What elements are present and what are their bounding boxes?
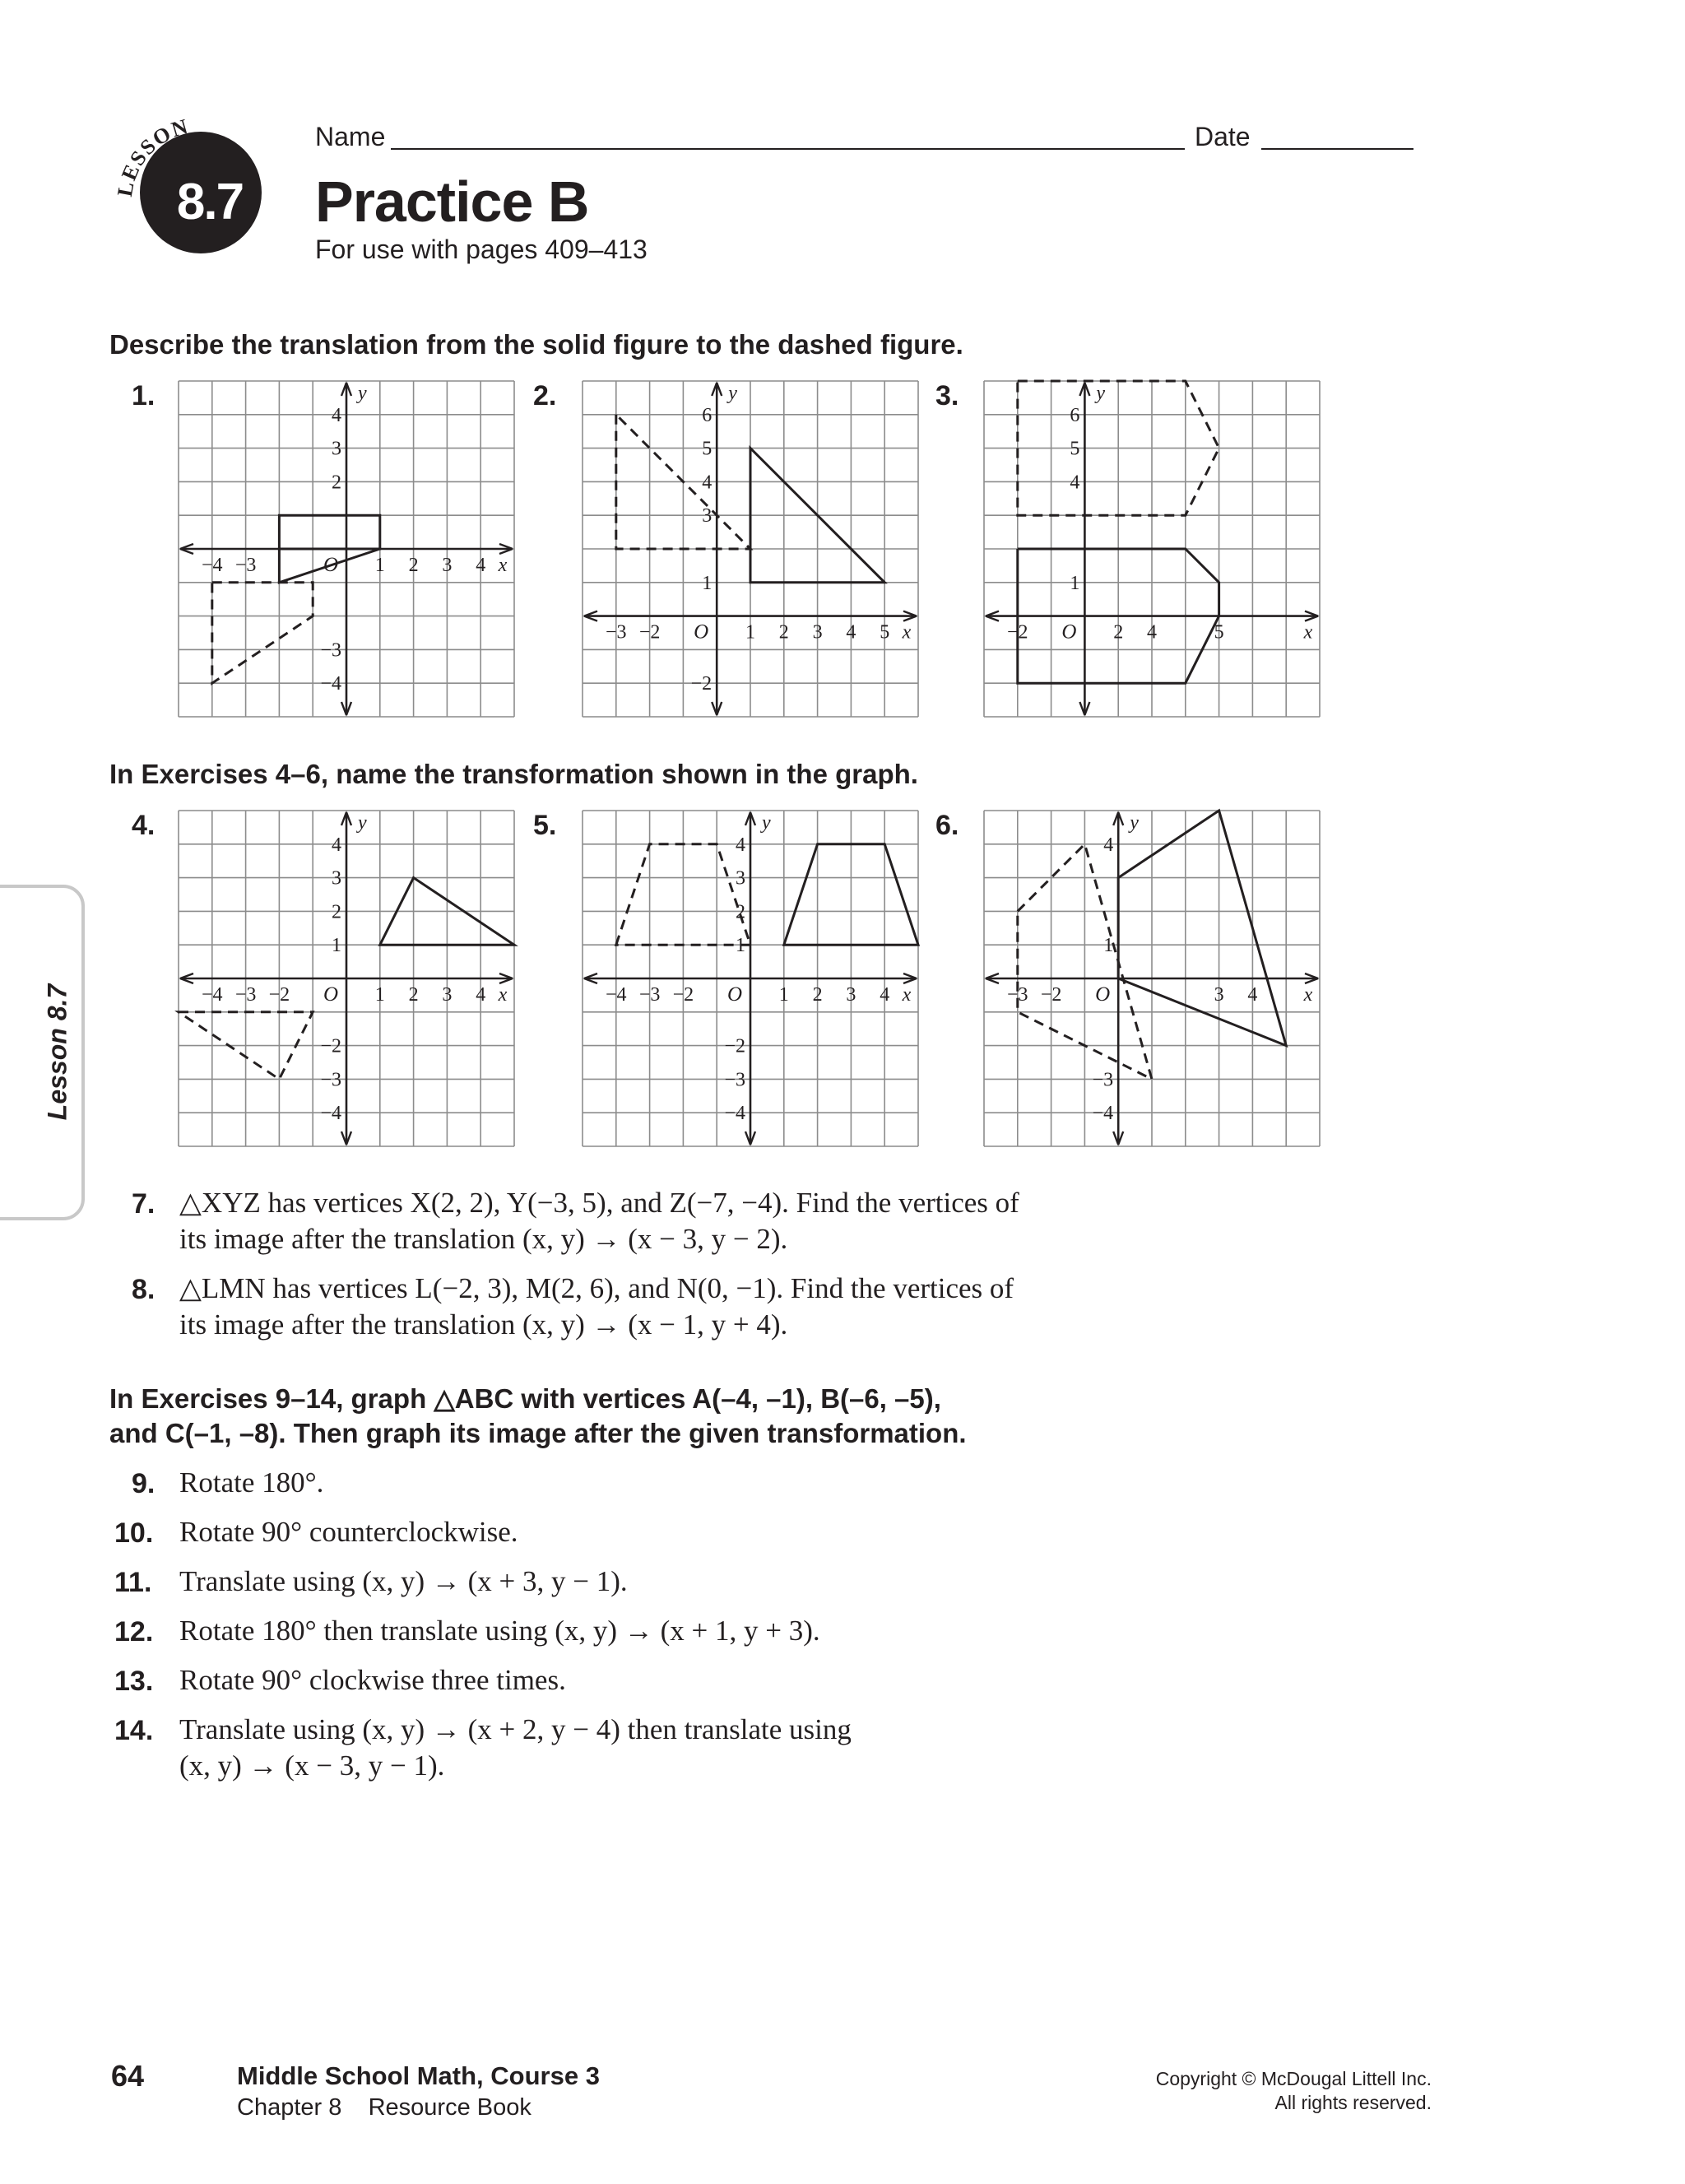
lesson-number: 8.7 (176, 174, 244, 230)
exercise-9-text: Rotate 180°. (179, 1466, 324, 1499)
origin-label: O (1061, 620, 1077, 644)
footer-chapter: Chapter 8 Resource Book (237, 2094, 531, 2121)
x-tick-label: 1 (374, 555, 385, 576)
x-axis-label: x (902, 621, 912, 644)
graph-2 (583, 381, 918, 717)
x-tick-label: −3 (234, 984, 257, 1006)
graph-3 (984, 381, 1320, 717)
x-tick-label: −2 (1040, 984, 1062, 1006)
section-1-instruction: Describe the translation from the solid figure to the dashed figure. (109, 329, 963, 360)
x-tick-label: −2 (1007, 621, 1028, 644)
exercise-7-line-2: its image after the translation (x, y) → (x − 3, y − 2). (179, 1223, 788, 1255)
x-tick-label: 5 (880, 621, 890, 644)
x-tick-label: 5 (1214, 621, 1224, 644)
x-tick-label: 3 (442, 984, 453, 1006)
copyright-line-2: All rights reserved. (1274, 2092, 1432, 2113)
y-tick-label: −2 (724, 1035, 745, 1057)
exercise-1-label: 1. (132, 380, 156, 411)
x-tick-label: 3 (846, 984, 856, 1006)
x-tick-label: −4 (202, 555, 223, 576)
y-tick-label: 1 (332, 935, 341, 957)
origin-label: O (323, 554, 338, 576)
y-axis-label: y (1130, 812, 1139, 834)
x-tick-label: 4 (880, 984, 890, 1006)
y-tick-label: 1 (1070, 572, 1080, 594)
y-tick-label: 4 (736, 834, 745, 856)
y-tick-label: 1 (1103, 935, 1114, 957)
exercise-8-label: 8. (132, 1274, 156, 1305)
x-tick-label: 2 (408, 555, 419, 576)
y-tick-label: 4 (702, 472, 713, 494)
x-tick-label: −2 (672, 984, 694, 1006)
exercise-14-label: 14. (114, 1715, 154, 1746)
y-tick-label: 3 (736, 867, 745, 890)
y-tick-label: −4 (1092, 1103, 1114, 1125)
solid-figure (1118, 811, 1286, 1046)
footer-copyright (1152, 2067, 1432, 2115)
x-tick-label: 3 (442, 555, 453, 576)
x-tick-label: −3 (606, 621, 627, 644)
x-tick-label: −2 (268, 984, 290, 1006)
solid-figure (279, 515, 379, 549)
page-title: Practice B (315, 170, 589, 234)
y-tick-label: −2 (320, 1035, 341, 1057)
exercise-10-label: 10. (114, 1517, 154, 1549)
y-tick-label: 3 (332, 438, 341, 460)
y-tick-label: 4 (332, 834, 341, 856)
x-axis-label: x (1303, 621, 1313, 644)
y-tick-label: 6 (702, 404, 713, 426)
y-tick-label: 3 (702, 505, 713, 527)
origin-label: O (694, 620, 709, 644)
section-3-instruction-line-2: and C(–1, –8). Then graph its image after the given transformation. (109, 1418, 967, 1448)
exercise-14-line-1: Translate using (x, y) → (x + 2, y − 4) then translate using (179, 1713, 852, 1745)
y-tick-label: 2 (736, 901, 745, 923)
x-tick-label: 2 (408, 984, 419, 1006)
y-axis-label: y (358, 812, 367, 834)
exercise-14-line-2: (x, y) → (x − 3, y − 1). (179, 1750, 445, 1782)
exercise-7-line-1: △XYZ has vertices X(2, 2), Y(−3, 5), and Z(−7, −4). Find the vertices of (179, 1187, 1019, 1219)
x-tick-label: 3 (812, 621, 823, 644)
footer-book-title: Middle School Math, Course 3 (237, 2061, 600, 2090)
y-tick-label: −3 (320, 639, 341, 662)
x-tick-label: −3 (234, 555, 257, 576)
exercise-6-label: 6. (935, 810, 959, 841)
y-tick-label: 4 (1070, 472, 1080, 494)
graph-1 (179, 381, 514, 717)
side-tab-label: Lesson 8.7 (42, 983, 72, 1121)
exercise-13-label: 13. (114, 1666, 154, 1697)
copyright-line-1: Copyright © McDougal Littell Inc. (1155, 2068, 1432, 2089)
origin-label: O (1095, 983, 1111, 1006)
origin-label: O (323, 983, 338, 1006)
y-tick-label: −3 (724, 1069, 745, 1091)
y-tick-label: −2 (690, 673, 713, 695)
y-tick-label: 6 (1070, 404, 1080, 426)
y-tick-label: −4 (320, 673, 341, 695)
exercise-3-label: 3. (935, 380, 959, 411)
x-tick-label: −3 (638, 984, 661, 1006)
x-tick-label: −3 (1007, 984, 1028, 1006)
x-tick-label: 2 (1113, 621, 1124, 644)
exercise-13-text: Rotate 90° clockwise three times. (179, 1664, 566, 1696)
x-tick-label: −2 (638, 621, 661, 644)
x-tick-label: 1 (745, 621, 755, 644)
y-tick-label: −3 (320, 1069, 341, 1091)
name-label: Name (315, 122, 386, 151)
lesson-word: LESSON (112, 114, 193, 199)
exercise-7-label: 7. (132, 1188, 156, 1220)
dashed-figure (212, 583, 313, 683)
x-tick-label: 2 (778, 621, 789, 644)
y-tick-label: 5 (702, 438, 713, 460)
x-tick-label: 4 (846, 621, 856, 644)
exercise-8-text (179, 1271, 1014, 1343)
exercise-8-line-1: △LMN has vertices L(−2, 3), M(2, 6), and N(0, −1). Find the vertices of (179, 1272, 1014, 1304)
graph-5 (583, 811, 918, 1146)
exercise-5-label: 5. (533, 810, 557, 841)
x-tick-label: 3 (1214, 984, 1224, 1006)
x-tick-label: 4 (1247, 984, 1258, 1006)
section-2-instruction: In Exercises 4–6, name the transformation shown in the graph. (109, 759, 918, 789)
y-tick-label: 2 (332, 472, 341, 494)
y-axis-label: y (728, 383, 737, 404)
exercise-8-line-2: its image after the translation (x, y) → (x − 1, y + 4). (179, 1308, 788, 1341)
y-axis-label: y (762, 812, 771, 834)
page-subtitle: For use with pages 409–413 (315, 235, 648, 264)
origin-label: O (726, 983, 742, 1006)
y-tick-label: 1 (702, 572, 713, 594)
y-tick-label: 5 (1070, 438, 1080, 460)
date-label: Date (1195, 122, 1251, 151)
x-axis-label: x (498, 555, 508, 576)
x-tick-label: −4 (202, 984, 223, 1006)
x-axis-label: x (902, 984, 912, 1006)
y-axis-label: y (1096, 383, 1106, 404)
x-tick-label: 4 (476, 555, 486, 576)
y-tick-label: −4 (320, 1103, 341, 1125)
section-3-instruction-line-1: In Exercises 9–14, graph △ABC with vertices A(–4, –1), B(–6, –5), (109, 1383, 941, 1414)
exercise-11-text: Translate using (x, y) → (x + 3, y − 1). (179, 1565, 628, 1597)
y-tick-label: 4 (1103, 834, 1114, 856)
exercise-12-text: Rotate 180° then translate using (x, y) → (x + 1, y + 3). (179, 1615, 820, 1647)
page-number: 64 (111, 2059, 145, 2093)
exercise-14-text (179, 1712, 852, 1784)
exercise-4-label: 4. (132, 810, 156, 841)
y-tick-label: −3 (1092, 1069, 1114, 1091)
exercise-9-label: 9. (132, 1468, 156, 1499)
x-tick-label: 1 (374, 984, 385, 1006)
x-tick-label: 1 (778, 984, 789, 1006)
y-tick-label: 1 (736, 935, 745, 957)
y-axis-label: y (358, 383, 367, 404)
y-tick-label: 4 (332, 404, 341, 426)
exercise-10-text: Rotate 90° counterclockwise. (179, 1516, 518, 1548)
exercise-11-label: 11. (114, 1567, 152, 1598)
x-tick-label: −4 (606, 984, 627, 1006)
y-tick-label: 3 (332, 867, 341, 890)
x-axis-label: x (498, 984, 508, 1006)
graph-6 (984, 811, 1320, 1146)
x-tick-label: 4 (476, 984, 486, 1006)
exercise-7-text (179, 1185, 1019, 1257)
graph-4 (179, 811, 514, 1146)
y-tick-label: 2 (332, 901, 341, 923)
x-tick-label: 2 (812, 984, 823, 1006)
x-tick-label: 4 (1147, 621, 1157, 644)
x-axis-label: x (1303, 984, 1313, 1006)
exercise-2-label: 2. (533, 380, 557, 411)
y-tick-label: −4 (724, 1103, 745, 1125)
exercise-12-label: 12. (114, 1616, 154, 1647)
